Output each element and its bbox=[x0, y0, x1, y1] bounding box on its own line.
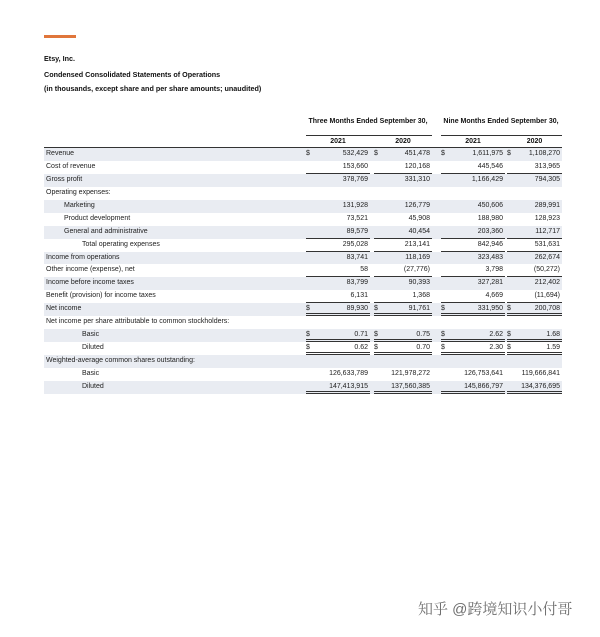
currency-symbol: $ bbox=[306, 150, 310, 157]
value-cell bbox=[441, 226, 505, 239]
table-row bbox=[44, 174, 562, 187]
value-cell bbox=[306, 200, 370, 213]
year-header: 2020 bbox=[395, 138, 411, 145]
table-row bbox=[44, 277, 562, 290]
value-cell bbox=[507, 213, 562, 226]
cell-value: 4,669 bbox=[485, 292, 503, 300]
cell-value: 0.71 bbox=[354, 331, 368, 339]
value-cell bbox=[507, 303, 562, 316]
cell-value: 289,991 bbox=[534, 201, 560, 209]
row-label: Income before income taxes bbox=[46, 279, 134, 287]
cell-value: 378,769 bbox=[342, 175, 368, 183]
table-row bbox=[44, 368, 562, 381]
cell-value: 531,631 bbox=[534, 240, 560, 248]
value-cell bbox=[507, 316, 562, 329]
value-cell bbox=[374, 161, 432, 174]
table-body bbox=[44, 147, 562, 394]
row-label: Gross profit bbox=[46, 175, 83, 183]
group-rule bbox=[441, 135, 562, 136]
row-label: Net income bbox=[46, 305, 82, 313]
cell-value: 126,779 bbox=[404, 201, 430, 209]
cell-value: 126,753,641 bbox=[464, 369, 503, 377]
currency-symbol: $ bbox=[441, 331, 445, 339]
units-note: (in thousands, except share and per share amounts; unaudited) bbox=[44, 84, 262, 93]
value-cell bbox=[374, 316, 432, 329]
value-cell bbox=[306, 368, 370, 381]
currency-symbol: $ bbox=[374, 344, 378, 352]
value-cell bbox=[306, 290, 370, 303]
value-cell bbox=[507, 381, 562, 394]
row-label: Net income per share attributable to common stockholders: bbox=[46, 318, 230, 326]
cell-value: 0.70 bbox=[416, 344, 430, 352]
cell-value: 1.59 bbox=[546, 344, 560, 352]
value-cell bbox=[507, 252, 562, 265]
value-cell bbox=[441, 290, 505, 303]
value-cell bbox=[374, 329, 432, 342]
currency-symbol: $ bbox=[441, 305, 445, 313]
value-cell bbox=[441, 213, 505, 226]
currency-symbol: $ bbox=[306, 344, 310, 352]
cell-value: 450,606 bbox=[477, 201, 503, 209]
value-cell bbox=[507, 264, 562, 277]
currency-symbol: $ bbox=[441, 344, 445, 352]
currency-symbol: $ bbox=[374, 305, 378, 313]
value-cell bbox=[374, 226, 432, 239]
cell-value: 2.62 bbox=[489, 331, 503, 339]
value-cell bbox=[441, 316, 505, 329]
value-cell bbox=[306, 316, 370, 329]
cell-value: 45,908 bbox=[408, 214, 430, 222]
cell-value: 1,108,270 bbox=[528, 150, 560, 157]
cell-value: 153,660 bbox=[342, 162, 368, 170]
value-cell bbox=[374, 264, 432, 277]
table-row bbox=[44, 329, 562, 342]
cell-value: 451,478 bbox=[404, 150, 430, 157]
table-row bbox=[44, 226, 562, 239]
value-cell bbox=[306, 148, 370, 161]
table-row bbox=[44, 148, 562, 161]
cell-value: 145,866,797 bbox=[464, 382, 503, 390]
value-cell bbox=[306, 381, 370, 394]
table-row bbox=[44, 213, 562, 226]
cell-value: (27,776) bbox=[403, 266, 430, 274]
cell-value: 262,674 bbox=[534, 253, 560, 261]
currency-symbol: $ bbox=[507, 331, 511, 339]
value-cell bbox=[306, 174, 370, 187]
table-row bbox=[44, 303, 562, 316]
cell-value: 532,429 bbox=[342, 150, 368, 157]
currency-symbol: $ bbox=[374, 150, 378, 157]
value-cell bbox=[441, 148, 505, 161]
cell-value: 83,799 bbox=[346, 279, 368, 287]
value-cell bbox=[374, 342, 432, 355]
value-cell bbox=[441, 252, 505, 265]
currency-symbol: $ bbox=[507, 150, 511, 157]
cell-value: 212,402 bbox=[534, 279, 560, 287]
value-cell bbox=[374, 213, 432, 226]
cell-value: 0.62 bbox=[354, 344, 368, 352]
cell-value: 3,798 bbox=[485, 266, 503, 274]
value-cell bbox=[306, 355, 370, 368]
value-cell bbox=[441, 161, 505, 174]
cell-value: 131,928 bbox=[342, 201, 368, 209]
cell-value: 445,546 bbox=[477, 162, 503, 170]
cell-value: 2.30 bbox=[489, 344, 503, 352]
value-cell bbox=[374, 174, 432, 187]
row-label: Total operating expenses bbox=[82, 240, 160, 248]
cell-value: 128,923 bbox=[534, 214, 560, 222]
cell-value: 327,281 bbox=[477, 279, 503, 287]
value-cell bbox=[507, 239, 562, 252]
value-cell bbox=[374, 355, 432, 368]
value-cell bbox=[374, 277, 432, 290]
group-rule bbox=[306, 135, 432, 136]
value-cell bbox=[306, 277, 370, 290]
value-cell bbox=[374, 187, 432, 200]
table-row bbox=[44, 187, 562, 200]
row-label: Income from operations bbox=[46, 253, 120, 261]
value-cell bbox=[306, 329, 370, 342]
row-label: Product development bbox=[64, 214, 131, 222]
value-cell bbox=[507, 161, 562, 174]
cell-value: 118,169 bbox=[405, 253, 430, 261]
value-cell bbox=[374, 303, 432, 316]
cell-value: 89,579 bbox=[346, 227, 368, 235]
value-cell bbox=[507, 329, 562, 342]
cell-value: 147,413,915 bbox=[329, 382, 368, 390]
value-cell bbox=[374, 200, 432, 213]
value-cell bbox=[374, 290, 432, 303]
value-cell bbox=[306, 239, 370, 252]
value-cell bbox=[441, 187, 505, 200]
row-label: Basic bbox=[82, 331, 100, 339]
cell-value: 323,483 bbox=[477, 253, 503, 261]
value-cell bbox=[441, 200, 505, 213]
value-cell bbox=[441, 329, 505, 342]
row-label: Operating expenses: bbox=[46, 188, 111, 196]
currency-symbol: $ bbox=[441, 150, 445, 157]
cell-value: 0.75 bbox=[416, 331, 430, 339]
value-cell bbox=[507, 148, 562, 161]
cell-value: (50,272) bbox=[533, 266, 560, 274]
table-row bbox=[44, 355, 562, 368]
value-cell bbox=[441, 303, 505, 316]
value-cell bbox=[507, 226, 562, 239]
row-label: Marketing bbox=[64, 201, 95, 209]
row-label: Basic bbox=[82, 369, 100, 377]
column-group-nine-months: Nine Months Ended September 30, bbox=[443, 118, 559, 125]
cell-value: 120,168 bbox=[404, 162, 430, 170]
cell-value: 1,166,429 bbox=[471, 175, 503, 183]
watermark: 知乎 @跨境知识小付哥 bbox=[418, 601, 573, 618]
value-cell bbox=[306, 303, 370, 316]
cell-value: 40,454 bbox=[408, 227, 430, 235]
value-cell bbox=[441, 264, 505, 277]
value-cell bbox=[507, 355, 562, 368]
row-label: Diluted bbox=[82, 382, 104, 390]
cell-value: 1.68 bbox=[546, 331, 560, 339]
cell-value: 119,666,841 bbox=[521, 369, 560, 377]
cell-value: 126,633,789 bbox=[329, 369, 368, 377]
cell-value: 842,946 bbox=[477, 240, 503, 248]
value-cell bbox=[507, 187, 562, 200]
cell-value: 188,980 bbox=[477, 214, 503, 222]
statement-title: Condensed Consolidated Statements of Operations bbox=[44, 70, 221, 79]
cell-value: 134,376,695 bbox=[521, 382, 560, 390]
table-row bbox=[44, 200, 562, 213]
cell-value: 213,141 bbox=[404, 240, 430, 248]
value-cell bbox=[374, 381, 432, 394]
cell-value: 121,978,272 bbox=[391, 369, 430, 377]
value-cell bbox=[507, 290, 562, 303]
value-cell bbox=[441, 277, 505, 290]
row-label: General and administrative bbox=[64, 227, 148, 235]
cell-value: 112,717 bbox=[535, 227, 560, 235]
cell-value: (11,694) bbox=[534, 292, 560, 300]
value-cell bbox=[507, 277, 562, 290]
value-cell bbox=[374, 239, 432, 252]
cell-value: 295,028 bbox=[342, 240, 368, 248]
value-cell bbox=[507, 342, 562, 355]
table-row bbox=[44, 316, 562, 329]
cell-value: 91,761 bbox=[408, 305, 430, 313]
row-label: Benefit (provision) for income taxes bbox=[46, 292, 156, 300]
table-row bbox=[44, 252, 562, 265]
cell-value: 137,560,385 bbox=[391, 382, 430, 390]
row-label: Diluted bbox=[82, 344, 104, 352]
table-row bbox=[44, 290, 562, 303]
value-cell bbox=[507, 368, 562, 381]
value-cell bbox=[306, 252, 370, 265]
cell-value: 89,930 bbox=[346, 305, 368, 313]
column-group-three-months: Three Months Ended September 30, bbox=[308, 118, 428, 125]
value-cell bbox=[306, 264, 370, 277]
value-cell bbox=[441, 174, 505, 187]
cell-value: 313,965 bbox=[534, 162, 560, 170]
value-cell bbox=[374, 148, 432, 161]
currency-symbol: $ bbox=[374, 331, 378, 339]
row-label: Cost of revenue bbox=[46, 162, 96, 170]
cell-value: 6,131 bbox=[350, 292, 368, 300]
value-cell bbox=[441, 368, 505, 381]
accent-bar bbox=[44, 35, 76, 38]
value-cell bbox=[441, 381, 505, 394]
value-cell bbox=[441, 355, 505, 368]
value-cell bbox=[306, 342, 370, 355]
cell-value: 1,368 bbox=[412, 292, 430, 300]
table-row bbox=[44, 342, 562, 355]
cell-value: 1,611,975 bbox=[472, 150, 503, 157]
currency-symbol: $ bbox=[306, 331, 310, 339]
value-cell bbox=[507, 200, 562, 213]
table-row bbox=[44, 161, 562, 174]
year-header: 2021 bbox=[330, 138, 346, 145]
table-row bbox=[44, 381, 562, 394]
value-cell bbox=[306, 226, 370, 239]
cell-value: 331,310 bbox=[404, 175, 430, 183]
cell-value: 73,521 bbox=[346, 214, 368, 222]
currency-symbol: $ bbox=[507, 344, 511, 352]
cell-value: 200,708 bbox=[534, 305, 560, 313]
value-cell bbox=[306, 213, 370, 226]
currency-symbol: $ bbox=[507, 305, 511, 313]
cell-value: 58 bbox=[360, 266, 368, 274]
year-header: 2020 bbox=[526, 138, 543, 145]
cell-value: 331,950 bbox=[477, 305, 503, 313]
year-header: 2021 bbox=[465, 138, 481, 145]
value-cell bbox=[374, 368, 432, 381]
value-cell bbox=[374, 252, 432, 265]
cell-value: 203,360 bbox=[477, 227, 503, 235]
table-row bbox=[44, 239, 562, 252]
currency-symbol: $ bbox=[306, 305, 310, 313]
cell-value: 794,305 bbox=[534, 175, 560, 183]
value-cell bbox=[441, 239, 505, 252]
value-cell bbox=[306, 187, 370, 200]
row-label: Other income (expense), net bbox=[46, 266, 135, 274]
value-cell bbox=[306, 161, 370, 174]
row-label: Revenue bbox=[46, 150, 75, 157]
cell-value: 83,741 bbox=[346, 253, 368, 261]
row-label: Weighted-average common shares outstanding: bbox=[46, 357, 195, 364]
value-cell bbox=[507, 174, 562, 187]
company-name: Etsy, Inc. bbox=[44, 54, 76, 63]
cell-value: 90,393 bbox=[408, 279, 430, 287]
value-cell bbox=[441, 342, 505, 355]
table-row bbox=[44, 264, 562, 277]
